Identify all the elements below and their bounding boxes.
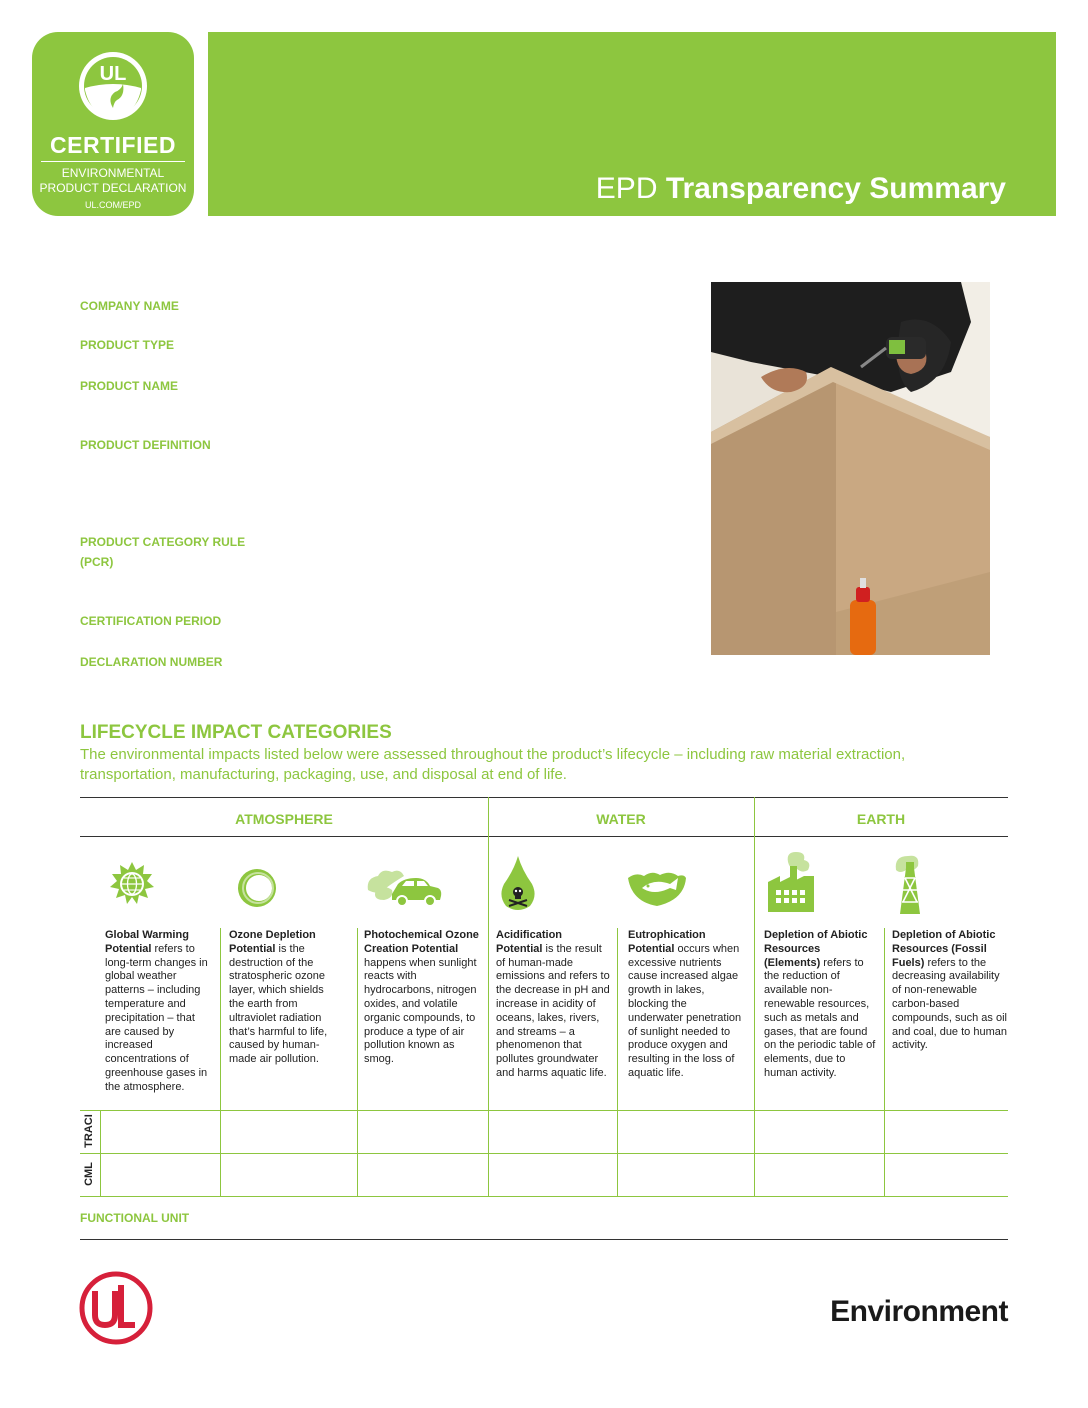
impact-global-warming	[105, 929, 209, 1095]
impact-eutrophication	[628, 929, 744, 1081]
impact-text: refers to the reduction of available non-renewable resources, such as metals and gases, that are found on the periodic table of elements, due to human activity.	[764, 956, 876, 1079]
impact-text: happens when sunlight reacts with hydrocarbons, nitrogen oxides, and volatile organic compounds, to produce a type of air pollution known as smog.	[364, 956, 477, 1066]
badge-divider	[41, 161, 185, 162]
category-earth: EARTH	[856, 811, 906, 827]
impact-ozone-depletion	[229, 929, 341, 1067]
traci-row-top	[80, 1110, 1008, 1111]
factory-icon	[762, 848, 822, 918]
impact-title: Acidification Potential	[496, 929, 563, 955]
certified-badge	[32, 32, 194, 216]
water-divider	[488, 797, 489, 1080]
impact-abiotic-elements	[764, 929, 876, 1081]
table-top-rule	[80, 797, 1008, 798]
category-water: WATER	[596, 811, 646, 827]
impact-text: is the destruction of the stratospheric ozone layer, which shields the earth from ultraviolet radiation that’s harmful to life, caused by human-made air pollution.	[229, 942, 328, 1066]
impact-title: Photochemical Ozone Creation Potential	[364, 929, 479, 955]
ozone-ring-icon	[226, 848, 286, 918]
product-name-label: PRODUCT NAME	[80, 379, 178, 393]
col-divider-4	[617, 928, 618, 1196]
lifecycle-intro: The environmental impacts listed below were assessed throughout the product’s lifecycle – including raw material extraction, transportation, manufacturing, packaging, use, and disposal at end of life.	[80, 746, 906, 783]
badge-declaration-line2: PRODUCT DECLARATION	[39, 181, 187, 195]
col-divider-5	[884, 928, 885, 1196]
badge-declaration	[32, 166, 194, 196]
company-name-label: COMPANY NAME	[80, 299, 179, 313]
pcr-label: PRODUCT CATEGORY RULE	[80, 535, 246, 549]
page-title-bold: Transparency Summary	[665, 172, 1006, 205]
badge-url: UL.COM/EPD	[84, 200, 141, 210]
earth-divider	[754, 797, 755, 1196]
certification-period-label: CERTIFICATION PERIOD	[80, 614, 222, 628]
page-title	[596, 172, 1006, 206]
col-divider-2	[357, 928, 358, 1196]
badge-declaration-line1: ENVIRONMENTAL	[61, 166, 165, 180]
impact-text: is the result of human-made emissions and refers to the decrease in pH and increase in acidity of oceans, lakes, rivers, and streams – a phenomenon that pollutes groundwater and harms aquatic life.	[496, 942, 610, 1079]
page-title-light: EPD	[595, 172, 658, 205]
globe-sun-icon	[102, 848, 162, 918]
impact-abiotic-fossil	[892, 929, 1008, 1053]
impact-title: Ozone Depletion Potential	[229, 929, 316, 955]
functional-unit-label: FUNCTIONAL UNIT	[80, 1211, 190, 1225]
product-definition-label: PRODUCT DEFINITION	[80, 438, 211, 452]
impact-text: occurs when excessive nutrients cause increased algae growth in lakes, blocking the underwater penetration of sunlight needed to produce oxygen and resulting in the loss of aquatic life.	[628, 942, 742, 1079]
impact-title: Global Warming Potential	[105, 929, 189, 955]
lifecycle-title: LIFECYCLE IMPACT CATEGORIES	[80, 722, 392, 743]
impact-photochemical-ozone	[364, 929, 479, 1067]
product-type-label: PRODUCT TYPE	[80, 338, 175, 352]
ul-leaf-icon	[77, 50, 149, 122]
col-divider-3	[488, 1080, 489, 1196]
svg-text:UL: UL	[99, 63, 127, 85]
impact-text: refers to long-term changes in global weather patterns – including temperature and precipitation – that are caused by increased concentrations of greenhouse gases in the atmosphere.	[105, 942, 208, 1093]
dead-fish-icon	[624, 848, 690, 918]
table-header-rule	[80, 836, 1008, 837]
category-atmosphere: ATMOSPHERE	[235, 811, 333, 827]
row-label-cml: CML	[83, 1162, 95, 1186]
col-divider-1	[220, 928, 221, 1196]
row-label-traci: TRACI	[83, 1114, 95, 1148]
impact-text: refers to the decreasing availability of non-renewable carbon-based compounds, such as oil and coal, due to human activity.	[892, 956, 1007, 1052]
car-smog-icon	[364, 848, 444, 918]
title-banner	[208, 32, 1056, 216]
pcr-abbrev-label: (PCR)	[80, 555, 114, 569]
table-bottom-rule	[80, 1196, 1008, 1197]
ul-logo-icon	[79, 1271, 153, 1345]
poison-drop-icon	[492, 848, 552, 918]
footer-rule	[80, 1239, 1008, 1240]
oil-derrick-icon	[886, 848, 946, 918]
impact-acidification	[496, 929, 610, 1081]
product-photo	[711, 282, 990, 655]
impact-title: Eutrophication Potential	[628, 929, 706, 955]
impact-title: Depletion of Abiotic Resources (Elements)	[764, 929, 868, 969]
cml-row-top	[80, 1153, 1008, 1154]
environment-brand: Environment	[830, 1295, 1008, 1328]
certified-text: CERTIFIED	[50, 132, 176, 158]
declaration-number-label: DECLARATION NUMBER	[80, 655, 223, 669]
impact-title: Depletion of Abiotic Resources (Fossil Fuels)	[892, 929, 996, 969]
